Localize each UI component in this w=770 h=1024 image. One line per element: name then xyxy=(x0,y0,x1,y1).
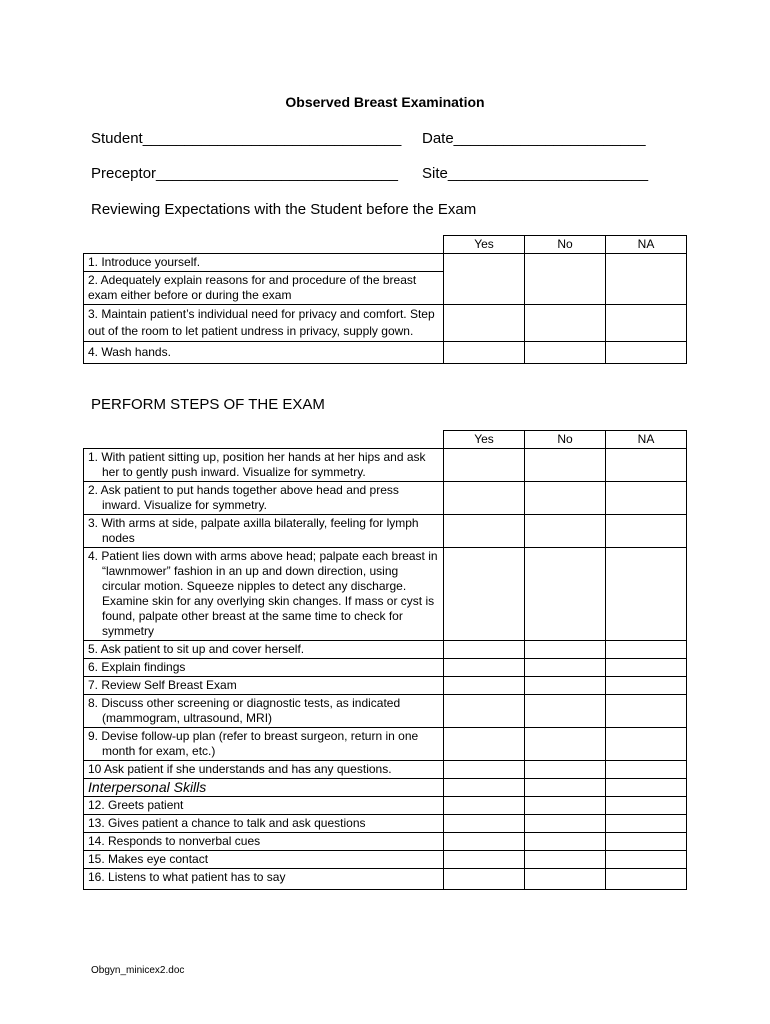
yes-checkbox[interactable] xyxy=(444,815,525,833)
row-label: 3. Maintain patient’s individual need for privacy and comfort. Step out of the room to let patient undress in privacy, supply gown. xyxy=(84,305,444,342)
na-checkbox[interactable] xyxy=(606,728,687,761)
row-label: 5. Ask patient to sit up and cover herself. xyxy=(88,642,305,656)
na-checkbox[interactable] xyxy=(606,677,687,695)
no-checkbox[interactable] xyxy=(525,869,606,890)
section2-heading: PERFORM STEPS OF THE EXAM xyxy=(91,396,325,413)
row-label: 6. Explain findings xyxy=(88,660,186,674)
expectations-table xyxy=(83,235,687,364)
na-checkbox[interactable] xyxy=(606,797,687,815)
no-checkbox[interactable] xyxy=(525,482,606,515)
interpersonal-heading-row xyxy=(84,779,687,797)
row-label: 14. Responds to nonverbal cues xyxy=(88,834,261,848)
yes-checkbox[interactable] xyxy=(444,851,525,869)
na-checkbox[interactable] xyxy=(606,833,687,851)
date-field[interactable]: Date_______________________ xyxy=(422,130,646,147)
no-checkbox[interactable] xyxy=(525,797,606,815)
column-no: No xyxy=(525,236,606,254)
document-title: Observed Breast Examination xyxy=(285,94,485,110)
row-label: 1. Introduce yourself. xyxy=(84,254,444,272)
column-no: No xyxy=(525,431,606,449)
na-checkbox[interactable] xyxy=(606,851,687,869)
no-checkbox[interactable] xyxy=(525,305,606,342)
yes-checkbox[interactable] xyxy=(444,659,525,677)
table-row xyxy=(84,548,687,641)
na-checkbox[interactable] xyxy=(606,515,687,548)
table-row xyxy=(84,869,687,890)
no-checkbox[interactable] xyxy=(525,515,606,548)
na-checkbox[interactable] xyxy=(606,254,687,305)
yes-checkbox[interactable] xyxy=(444,728,525,761)
table-row xyxy=(84,677,687,695)
yes-checkbox[interactable] xyxy=(444,869,525,890)
table-header-row xyxy=(84,431,687,449)
na-checkbox[interactable] xyxy=(606,482,687,515)
yes-checkbox[interactable] xyxy=(444,449,525,482)
no-checkbox[interactable] xyxy=(525,342,606,364)
no-checkbox[interactable] xyxy=(525,677,606,695)
table-row xyxy=(84,659,687,677)
no-checkbox[interactable] xyxy=(525,641,606,659)
no-checkbox[interactable] xyxy=(525,833,606,851)
row-label: 3. With arms at side, palpate axilla bilaterally, feeling for lymph nodes xyxy=(88,516,419,545)
yes-checkbox[interactable] xyxy=(444,833,525,851)
row-label: 10 Ask patient if she understands and has any questions. xyxy=(88,762,392,776)
table-row xyxy=(84,695,687,728)
row-label: 8. Discuss other screening or diagnostic tests, as indicated (mammogram, ultrasound, MRI) xyxy=(88,696,401,725)
no-checkbox[interactable] xyxy=(525,815,606,833)
row-label: 16. Listens to what patient has to say xyxy=(88,870,286,884)
na-checkbox[interactable] xyxy=(606,305,687,342)
student-field[interactable]: Student_______________________________ xyxy=(91,130,402,147)
table-row xyxy=(84,482,687,515)
column-na: NA xyxy=(606,236,687,254)
row-label: 4. Patient lies down with arms above head; palpate each breast in “lawnmower” fashion in an up and down direction, using circular motion. Squeeze nipples to detect any discharge. Examine skin for any overlying skin changes. If mass or cyst is found, palpate other breast at the same time to check for symmetry xyxy=(88,549,438,638)
row-label: 15. Makes eye contact xyxy=(88,852,209,866)
na-checkbox[interactable] xyxy=(606,342,687,364)
site-field[interactable]: Site________________________ xyxy=(422,165,649,182)
row-label: 13. Gives patient a chance to talk and ask questions xyxy=(88,816,366,830)
table-row xyxy=(84,833,687,851)
yes-checkbox[interactable] xyxy=(444,482,525,515)
row-label: 7. Review Self Breast Exam xyxy=(88,678,237,692)
column-na: NA xyxy=(606,431,687,449)
column-yes: Yes xyxy=(444,236,525,254)
row-label: 2. Adequately explain reasons for and procedure of the breast exam either before or during the exam xyxy=(84,272,444,305)
preceptor-field[interactable]: Preceptor_____________________________ xyxy=(91,165,398,182)
no-checkbox[interactable] xyxy=(525,761,606,779)
yes-checkbox[interactable] xyxy=(444,305,525,342)
row-label: 12. Greets patient xyxy=(88,798,184,812)
table-row xyxy=(84,641,687,659)
yes-checkbox[interactable] xyxy=(444,761,525,779)
no-checkbox[interactable] xyxy=(525,728,606,761)
column-yes: Yes xyxy=(444,431,525,449)
yes-checkbox[interactable] xyxy=(444,342,525,364)
no-checkbox[interactable] xyxy=(525,254,606,305)
na-checkbox[interactable] xyxy=(606,815,687,833)
table-header-row xyxy=(84,236,687,254)
na-checkbox[interactable] xyxy=(606,695,687,728)
no-checkbox[interactable] xyxy=(525,659,606,677)
yes-checkbox[interactable] xyxy=(444,548,525,641)
yes-checkbox[interactable] xyxy=(444,695,525,728)
table-row xyxy=(84,851,687,869)
na-checkbox[interactable] xyxy=(606,548,687,641)
table-row xyxy=(84,815,687,833)
table-row xyxy=(84,761,687,779)
interpersonal-heading: Interpersonal Skills xyxy=(84,779,444,797)
footer-filename: Obgyn_minicex2.doc xyxy=(91,965,185,976)
table-row xyxy=(84,797,687,815)
yes-checkbox[interactable] xyxy=(444,641,525,659)
yes-checkbox[interactable] xyxy=(444,677,525,695)
table-row xyxy=(84,449,687,482)
table-row xyxy=(84,305,687,342)
table-row xyxy=(84,342,687,364)
row-label: 4. Wash hands. xyxy=(84,342,444,364)
table-row xyxy=(84,728,687,761)
table-row xyxy=(84,254,687,272)
yes-checkbox[interactable] xyxy=(444,515,525,548)
no-checkbox[interactable] xyxy=(525,449,606,482)
yes-checkbox[interactable] xyxy=(444,797,525,815)
na-checkbox[interactable] xyxy=(606,641,687,659)
row-label: 9. Devise follow-up plan (refer to breast surgeon, return in one month for exam, etc.) xyxy=(88,729,419,758)
row-label: 2. Ask patient to put hands together above head and press inward. Visualize for symmetry. xyxy=(88,483,399,512)
na-checkbox[interactable] xyxy=(606,761,687,779)
row-label: 1. With patient sitting up, position her hands at her hips and ask her to gently push inward. Visualize for symmetry. xyxy=(88,450,426,479)
na-checkbox[interactable] xyxy=(606,869,687,890)
section1-heading: Reviewing Expectations with the Student before the Exam xyxy=(91,201,477,218)
no-checkbox[interactable] xyxy=(525,851,606,869)
no-checkbox[interactable] xyxy=(525,548,606,641)
na-checkbox[interactable] xyxy=(606,449,687,482)
na-checkbox[interactable] xyxy=(606,659,687,677)
table-row xyxy=(84,515,687,548)
yes-checkbox[interactable] xyxy=(444,254,525,305)
exam-steps-table xyxy=(83,430,687,890)
no-checkbox[interactable] xyxy=(525,695,606,728)
